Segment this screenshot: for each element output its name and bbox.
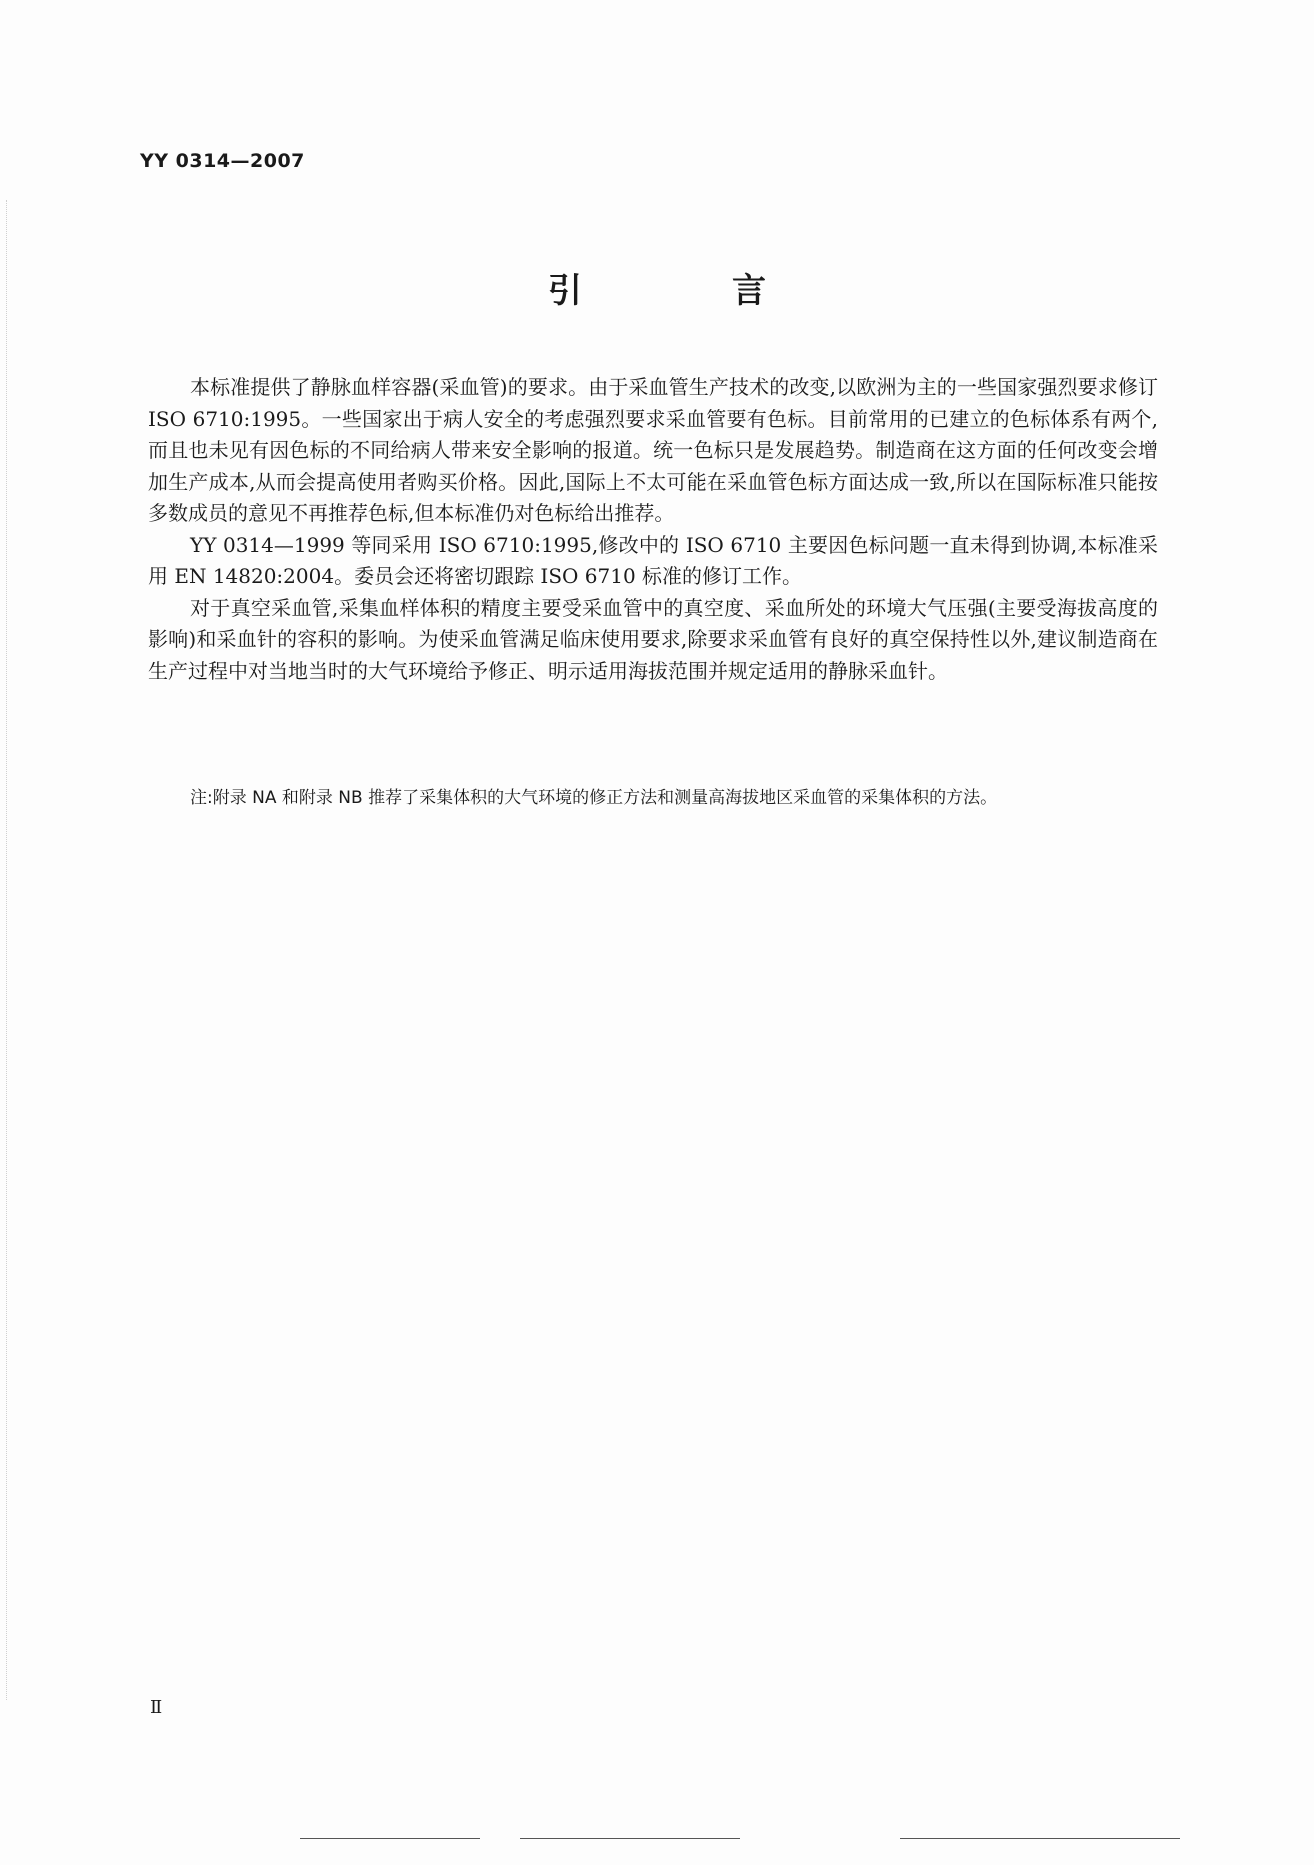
scan-margin-artifact [6, 200, 9, 1700]
body-text [148, 372, 1158, 687]
page-title: 引 言 [548, 271, 824, 311]
bottom-rule-left [300, 1838, 480, 1839]
bottom-rule-middle [520, 1838, 740, 1839]
page-number: Ⅱ [150, 1697, 163, 1718]
bottom-rule-right [900, 1838, 1180, 1839]
paragraph-1: 本标准提供了静脉血样容器(采血管)的要求。由于采血管生产技术的改变,以欧洲为主的一些国家强烈要求修订 ISO 6710:1995。一些国家出于病人安全的考虑强烈要求采血管要有色标。目前常用的已建立的色标体系有两个,而且也未见有因色标的不同给病人带来安全影响的报道。统一色标只是发展趋势。制造商在这方面的任何改变会增加生产成本,从而会提高使用者购买价格。因此,国际上不太可能在采血管色标方面达成一致,所以在国际标准只能按多数成员的意见不再推荐色标,但本标准仍对色标给出推荐。 [148, 375, 1158, 525]
standard-code: YY 0314—2007 [140, 150, 305, 172]
note-text: 注:附录 NA 和附录 NB 推荐了采集体积的大气环境的修正方法和测量高海拔地区采血管的采集体积的方法。 [190, 788, 998, 808]
paragraph-3: 对于真空采血管,采集血样体积的精度主要受采血管中的真空度、采血所处的环境大气压强(主要受海拔高度的影响)和采血针的容积的影响。为使采血管满足临床使用要求,除要求采血管有良好的真空保持性以外,建议制造商在生产过程中对当地当时的大气环境给予修正、明示适用海拔范围并规定适用的静脉采血针。 [148, 595, 1158, 683]
paragraph-2: YY 0314—1999 等同采用 ISO 6710:1995,修改中的 ISO 6710 主要因色标问题一直未得到协调,本标准采用 EN 14820:2004。委员会还将密切跟踪 ISO 6710 标准的修订工作。 [148, 532, 1158, 588]
